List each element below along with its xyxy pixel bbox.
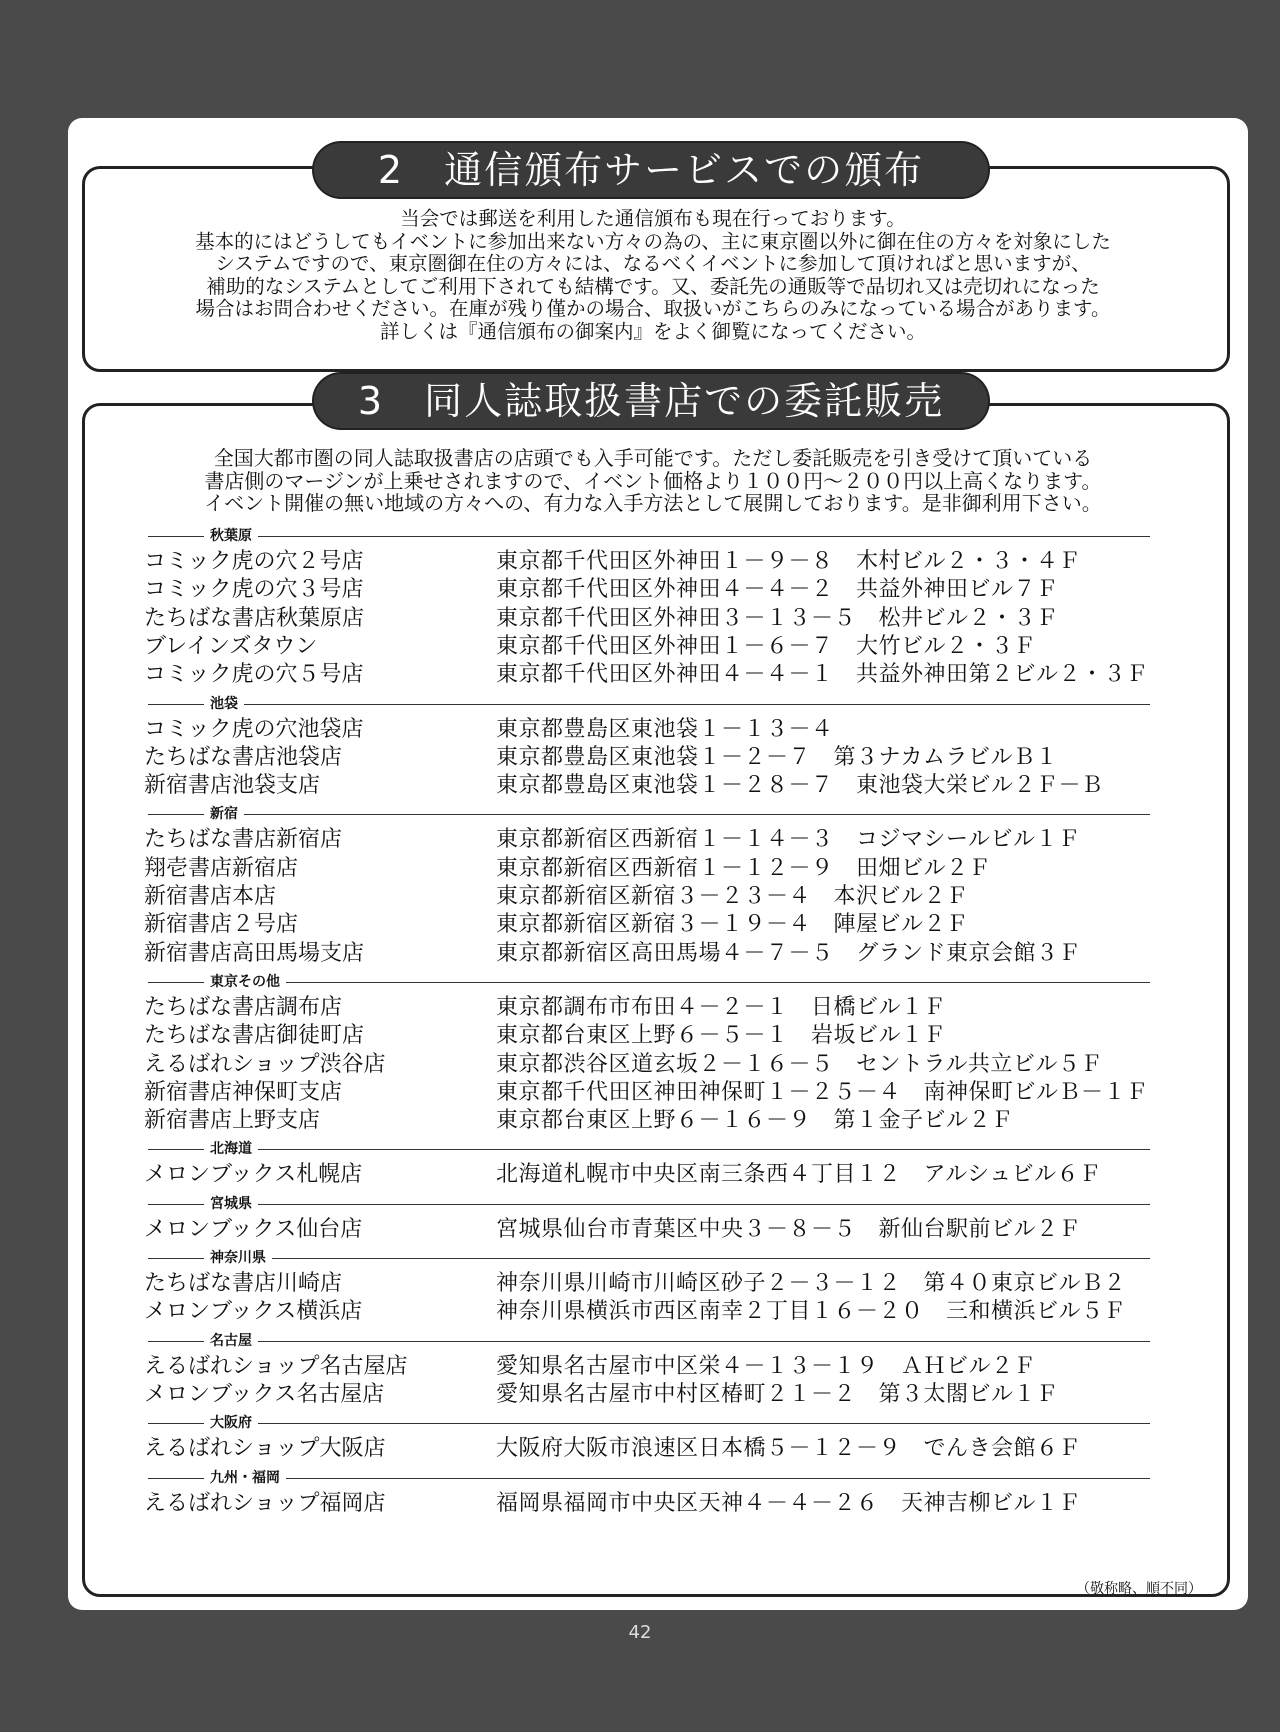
store-address: 東京都千代田区外神田１－６－７ 大竹ビル２・３Ｆ [496, 633, 1037, 659]
store-address: 東京都千代田区外神田４－４－２ 共益外神田ビル７Ｆ [496, 577, 1059, 603]
region-label: 大阪府 [210, 1415, 252, 1432]
store-name: コミック虎の穴３号店 [144, 577, 364, 603]
section3-title: 3 同人誌取扱書店での委託販売 [314, 374, 988, 428]
region-rule [286, 982, 1150, 983]
region-label: 宮城県 [210, 1195, 252, 1212]
store-name: メロンブックス仙台店 [144, 1216, 363, 1242]
region-label: 池袋 [210, 695, 238, 712]
region-label: 神奈川県 [210, 1250, 266, 1266]
store-address: 愛知県名古屋市中区栄４－１３－１９ ＡＨビル２Ｆ [496, 1353, 1037, 1379]
store-row [144, 1435, 1224, 1463]
store-row [144, 1079, 1224, 1107]
store-address: 福岡県福岡市中央区天神４－４－２６ 天神吉柳ビル１Ｆ [496, 1490, 1082, 1516]
store-name: 翔壱書店新宿店 [144, 855, 299, 881]
store-row [144, 1161, 1224, 1189]
store-address: 東京都調布市布田４－２－１ 日橋ビル１Ｆ [496, 994, 947, 1020]
store-name: コミック虎の穴５号店 [144, 662, 364, 688]
store-address: 東京都豊島区東池袋１－２－７ 第３ナカムラビルＢ１ [496, 744, 1059, 770]
store-name: たちばな書店池袋店 [144, 744, 343, 770]
store-address: 東京都新宿区西新宿１－１４－３ コジマシールビル１Ｆ [496, 827, 1081, 853]
region-rule [148, 536, 204, 537]
store-row [144, 548, 1224, 576]
store-name: コミック虎の穴２号店 [144, 549, 364, 574]
store-name: 新宿書店池袋支店 [144, 773, 321, 799]
region-label: 名古屋 [210, 1332, 252, 1349]
region-rule [148, 982, 204, 983]
store-name: えるばれショップ名古屋店 [144, 1353, 408, 1379]
region-rule [258, 1341, 1150, 1342]
store-name: 新宿書店本店 [144, 884, 277, 909]
section2-line: 当会では郵送を利用した通信頒布も現在行っております。 [400, 207, 906, 230]
store-address: 東京都豊島区東池袋１－２８－７ 東池袋大栄ビル２Ｆ－Ｂ [496, 773, 1104, 799]
store-address: 東京都新宿区高田馬場４－７－５ グランド東京会館３Ｆ [496, 940, 1082, 966]
region-rule [244, 704, 1150, 705]
store-name: 新宿書店高田馬場支店 [144, 940, 365, 966]
store-name: えるばれショップ渋谷店 [144, 1051, 386, 1077]
store-address: 愛知県名古屋市中村区椿町２１－２ 第３太閤ビル１Ｆ [496, 1381, 1059, 1407]
store-name: たちばな書店調布店 [144, 994, 343, 1020]
region-rule [258, 1423, 1150, 1424]
region-label: 九州・福岡 [210, 1469, 280, 1486]
region-header [148, 973, 1150, 991]
store-row [144, 1270, 1224, 1298]
store-row [144, 633, 1224, 661]
section2-body [82, 208, 1224, 344]
section2-title: 2 通信頒布サービスでの頒布 [314, 143, 988, 197]
region-rule [148, 1423, 204, 1424]
store-address: 大阪府大阪市浪速区日本橋５－１２－９ でんき会館６Ｆ [496, 1436, 1082, 1462]
region-rule [272, 1258, 1150, 1259]
store-row [144, 1381, 1224, 1409]
store-name: メロンブックス横浜店 [144, 1299, 363, 1325]
region-header [148, 1469, 1150, 1487]
store-row [144, 744, 1224, 772]
store-address: 東京都千代田区外神田１－９－８ 木村ビル２・３・４Ｆ [496, 549, 1082, 574]
section3-body [82, 447, 1224, 515]
store-row [144, 911, 1224, 939]
region-rule [148, 1341, 204, 1342]
store-address: 宮城県仙台市青葉区中央３－８－５ 新仙台駅前ビル２Ｆ [496, 1216, 1082, 1242]
store-address: 東京都台東区上野６－５－１ 岩坂ビル１Ｆ [496, 1023, 947, 1049]
store-row [144, 716, 1224, 744]
store-name: 新宿書店２号店 [144, 912, 299, 938]
store-name: メロンブックス札幌店 [144, 1162, 363, 1188]
region-header [148, 527, 1150, 545]
store-address: 東京都新宿区西新宿１－１２－９ 田畑ビル２Ｆ [496, 855, 992, 881]
sort-note: （敬称略、順不同） [1076, 1581, 1202, 1597]
region-header [148, 1414, 1150, 1432]
region-rule [148, 1258, 204, 1259]
region-rule [258, 1149, 1150, 1150]
section2-line: 詳しくは『通信頒布の御案内』をよく御覧になってください。 [379, 319, 926, 343]
region-rule [148, 1478, 204, 1479]
region-label: 新宿 [210, 806, 238, 823]
section2-line: 場合はお問合わせください。在庫が残り僅かの場合、取扱いがこちらのみになっている場合があります。 [195, 297, 1111, 321]
store-address: 東京都豊島区東池袋１－１３－４ [496, 716, 834, 742]
store-address: 東京都千代田区外神田３－１３－５ 松井ビル２・３Ｆ [496, 605, 1059, 631]
store-name: えるばれショップ大阪店 [144, 1436, 386, 1462]
store-name: コミック虎の穴池袋店 [144, 716, 364, 742]
page-number: 42 [628, 1622, 652, 1643]
store-name: メロンブックス名古屋店 [144, 1381, 385, 1407]
store-row [144, 855, 1224, 883]
region-header [148, 1195, 1150, 1213]
store-address: 東京都千代田区神田神保町１－２５－４ 南神保町ビルＢ－１Ｆ [496, 1079, 1149, 1105]
store-row [144, 1022, 1224, 1050]
store-address: 東京都台東区上野６－１６－９ 第１金子ビル２Ｆ [496, 1108, 1014, 1134]
region-header [148, 1332, 1150, 1350]
store-row [144, 772, 1224, 800]
store-name: たちばな書店新宿店 [144, 827, 343, 853]
store-row [144, 883, 1224, 911]
region-header [148, 1140, 1150, 1158]
region-rule [244, 814, 1150, 815]
store-row [144, 1298, 1224, 1326]
region-rule [286, 1478, 1150, 1479]
region-header [148, 805, 1150, 823]
store-address: 東京都新宿区新宿３－１９－４ 陣屋ビル２Ｆ [496, 912, 969, 938]
region-rule [258, 536, 1150, 537]
region-header [148, 695, 1150, 713]
store-row [144, 994, 1224, 1022]
store-name: 新宿書店神保町支店 [144, 1079, 343, 1105]
section3-line: 全国大都市圏の同人誌取扱書店の店頭でも入手可能です。ただし委託販売を引き受けて頂いている [213, 446, 1093, 470]
store-row [144, 1216, 1224, 1244]
region-rule [258, 1204, 1150, 1205]
store-address: 東京都千代田区外神田４－４－１ 共益外神田第２ビル２・３Ｆ [496, 662, 1149, 688]
store-name: たちばな書店御徒町店 [144, 1023, 365, 1049]
store-row [144, 1051, 1224, 1079]
store-address: 神奈川県横浜市西区南幸２丁目１６－２０ 三和横浜ビル５Ｆ [496, 1299, 1127, 1325]
store-row [144, 826, 1224, 854]
section3-line: イベント開催の無い地域の方々への、有力な入手方法として展開しております。是非御利用下さい。 [204, 491, 1102, 515]
store-address: 北海道札幌市中央区南三条西４丁目１２ アルシュビル６Ｆ [496, 1162, 1102, 1188]
store-name: ブレインズタウン [144, 633, 318, 659]
region-label: 秋葉原 [210, 528, 252, 544]
store-name: たちばな書店秋葉原店 [144, 605, 365, 631]
store-row [144, 661, 1224, 689]
region-rule [148, 814, 204, 815]
region-rule [148, 704, 204, 705]
store-name: えるばれショップ福岡店 [144, 1490, 386, 1516]
section2-line: システムですので、東京圏御在住の方々には、なるべくイベントに参加して頂ければと思いますが、 [215, 252, 1091, 276]
store-row [144, 605, 1224, 633]
store-row [144, 1353, 1224, 1381]
region-header [148, 1249, 1150, 1267]
region-label: 北海道 [210, 1141, 252, 1158]
store-row [144, 1490, 1224, 1518]
store-row [144, 940, 1224, 968]
section2-line: 基本的にはどうしてもイベントに参加出来ない方々の為の、主に東京圏以外に御在住の方々を対象にした [195, 229, 1111, 253]
region-label: 東京その他 [210, 973, 280, 990]
region-rule [148, 1204, 204, 1205]
section3-line: 書店側のマージンが上乗せされますので、イベント価格より１００円～２００円以上高くなります。 [204, 468, 1102, 493]
store-address: 神奈川県川崎市川崎区砂子２－３－１２ 第４０東京ビルＢ２ [496, 1271, 1127, 1296]
store-address: 東京都新宿区新宿３－２３－４ 本沢ビル２Ｆ [496, 884, 969, 909]
store-row [144, 576, 1224, 604]
store-name: たちばな書店川崎店 [144, 1271, 343, 1296]
store-address: 東京都渋谷区道玄坂２－１６－５ セントラル共立ビル５Ｆ [496, 1051, 1103, 1077]
store-row [144, 1107, 1224, 1135]
store-name: 新宿書店上野支店 [144, 1108, 321, 1134]
section2-line: 補助的なシステムとしてご利用下されても結構です。又、委託先の通販等で品切れ又は売切れになった [206, 274, 1100, 298]
region-rule [148, 1149, 204, 1150]
